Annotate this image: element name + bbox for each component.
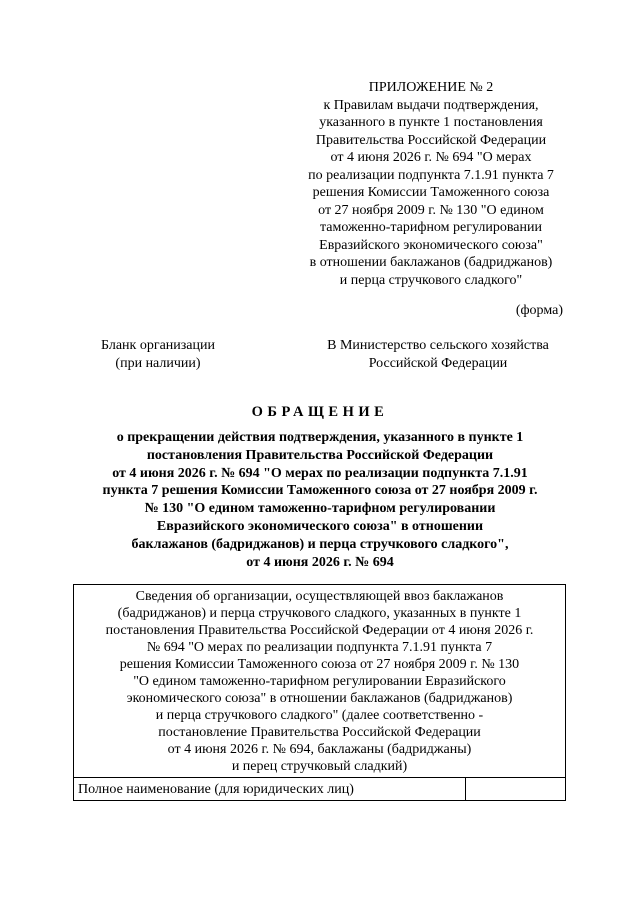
info-line: и перец стручковый сладкий)	[231, 759, 408, 774]
subtitle-line: № 130 "О едином таможенно-тарифном регулировании	[144, 501, 496, 517]
appendix-line: к Правилам выдачи подтверждения,	[323, 97, 539, 113]
appendix-line: по реализации подпункта 7.1.91 пункта 7	[308, 167, 554, 183]
info-line: экономического союза" в отношении баклажанов (бадриджанов)	[126, 691, 513, 706]
info-line: постановления Правительства Российской Федерации от 4 июня 2026 г.	[105, 623, 534, 638]
addressee	[312, 337, 564, 373]
subtitle-line: от 4 июня 2026 г. № 694	[246, 554, 394, 570]
table-header-row	[74, 585, 566, 778]
organization-blank-line: Бланк организации	[100, 338, 215, 353]
subtitle-line: баклажанов (бадриджанов) и перца стручкового сладкого",	[131, 536, 509, 552]
info-line: и перца стручкового сладкого" (далее соответственно -	[155, 708, 484, 723]
document-title: ОБРАЩЕНИЕ	[251, 404, 389, 420]
full-name-label: Полное наименование (для юридических лиц)	[74, 778, 466, 801]
appendix-line: указанного в пункте 1 постановления	[319, 115, 543, 130]
organization-info-cell	[74, 585, 566, 778]
appendix-line: таможенно-тарифном регулировании	[320, 220, 542, 235]
subtitle-line: от 4 июня 2026 г. № 694 "О мерах по реализации подпункта 7.1.91	[112, 465, 528, 481]
full-name-field[interactable]	[466, 778, 566, 801]
table-row	[74, 778, 566, 801]
appendix-line: Евразийского экономического союза"	[319, 237, 543, 253]
info-line: (бадриджанов) и перца стручкового сладкого, указанных в пункте 1	[117, 606, 522, 621]
document-subtitle	[60, 429, 580, 571]
info-line: решения Комиссии Таможенного союза от 27 ноября 2009 г. № 130	[119, 657, 520, 672]
addressee-line: В Министерство сельского хозяйства	[327, 338, 549, 353]
subtitle-line: пункта 7 решения Комиссии Таможенного союза от 27 ноября 2009 г.	[102, 483, 538, 499]
appendix-line: от 4 июня 2026 г. № 694 "О мерах	[330, 150, 532, 165]
info-line: от 4 июня 2026 г. № 694, баклажаны (бадриджаны)	[167, 742, 472, 757]
subtitle-line: постановления Правительства Российской Федерации	[146, 447, 494, 463]
appendix-line: решения Комиссии Таможенного союза	[312, 185, 550, 200]
appendix-line: Правительства Российской Федерации	[315, 132, 547, 148]
form-label: (форма)	[515, 303, 563, 318]
appendix-header	[300, 79, 562, 289]
appendix-line: ПРИЛОЖЕНИЕ № 2	[368, 80, 494, 95]
info-line: "О едином таможенно-тарифном регулировании Евразийского	[133, 674, 506, 689]
appendix-line: от 27 ноября 2009 г. № 130 "О едином	[318, 202, 544, 218]
organization-info-table	[73, 584, 566, 801]
info-line: № 694 "О мерах по реализации подпункта 7.1.91 пункта 7	[146, 640, 493, 655]
organization-blank	[68, 337, 248, 373]
organization-blank-note: (при наличии)	[115, 356, 201, 371]
appendix-line: в отношении баклажанов (бадриджанов)	[309, 255, 553, 270]
info-line: Сведения об организации, осуществляющей ввоз баклажанов	[135, 589, 504, 604]
subtitle-line: Евразийского экономического союза" в отношении	[156, 518, 484, 534]
appendix-line: и перца стручкового сладкого"	[339, 272, 523, 288]
info-line: постановление Правительства Российской Федерации	[158, 725, 481, 740]
addressee-line: Российской Федерации	[368, 356, 508, 371]
subtitle-line: о прекращении действия подтверждения, указанного в пункте 1	[116, 430, 524, 445]
